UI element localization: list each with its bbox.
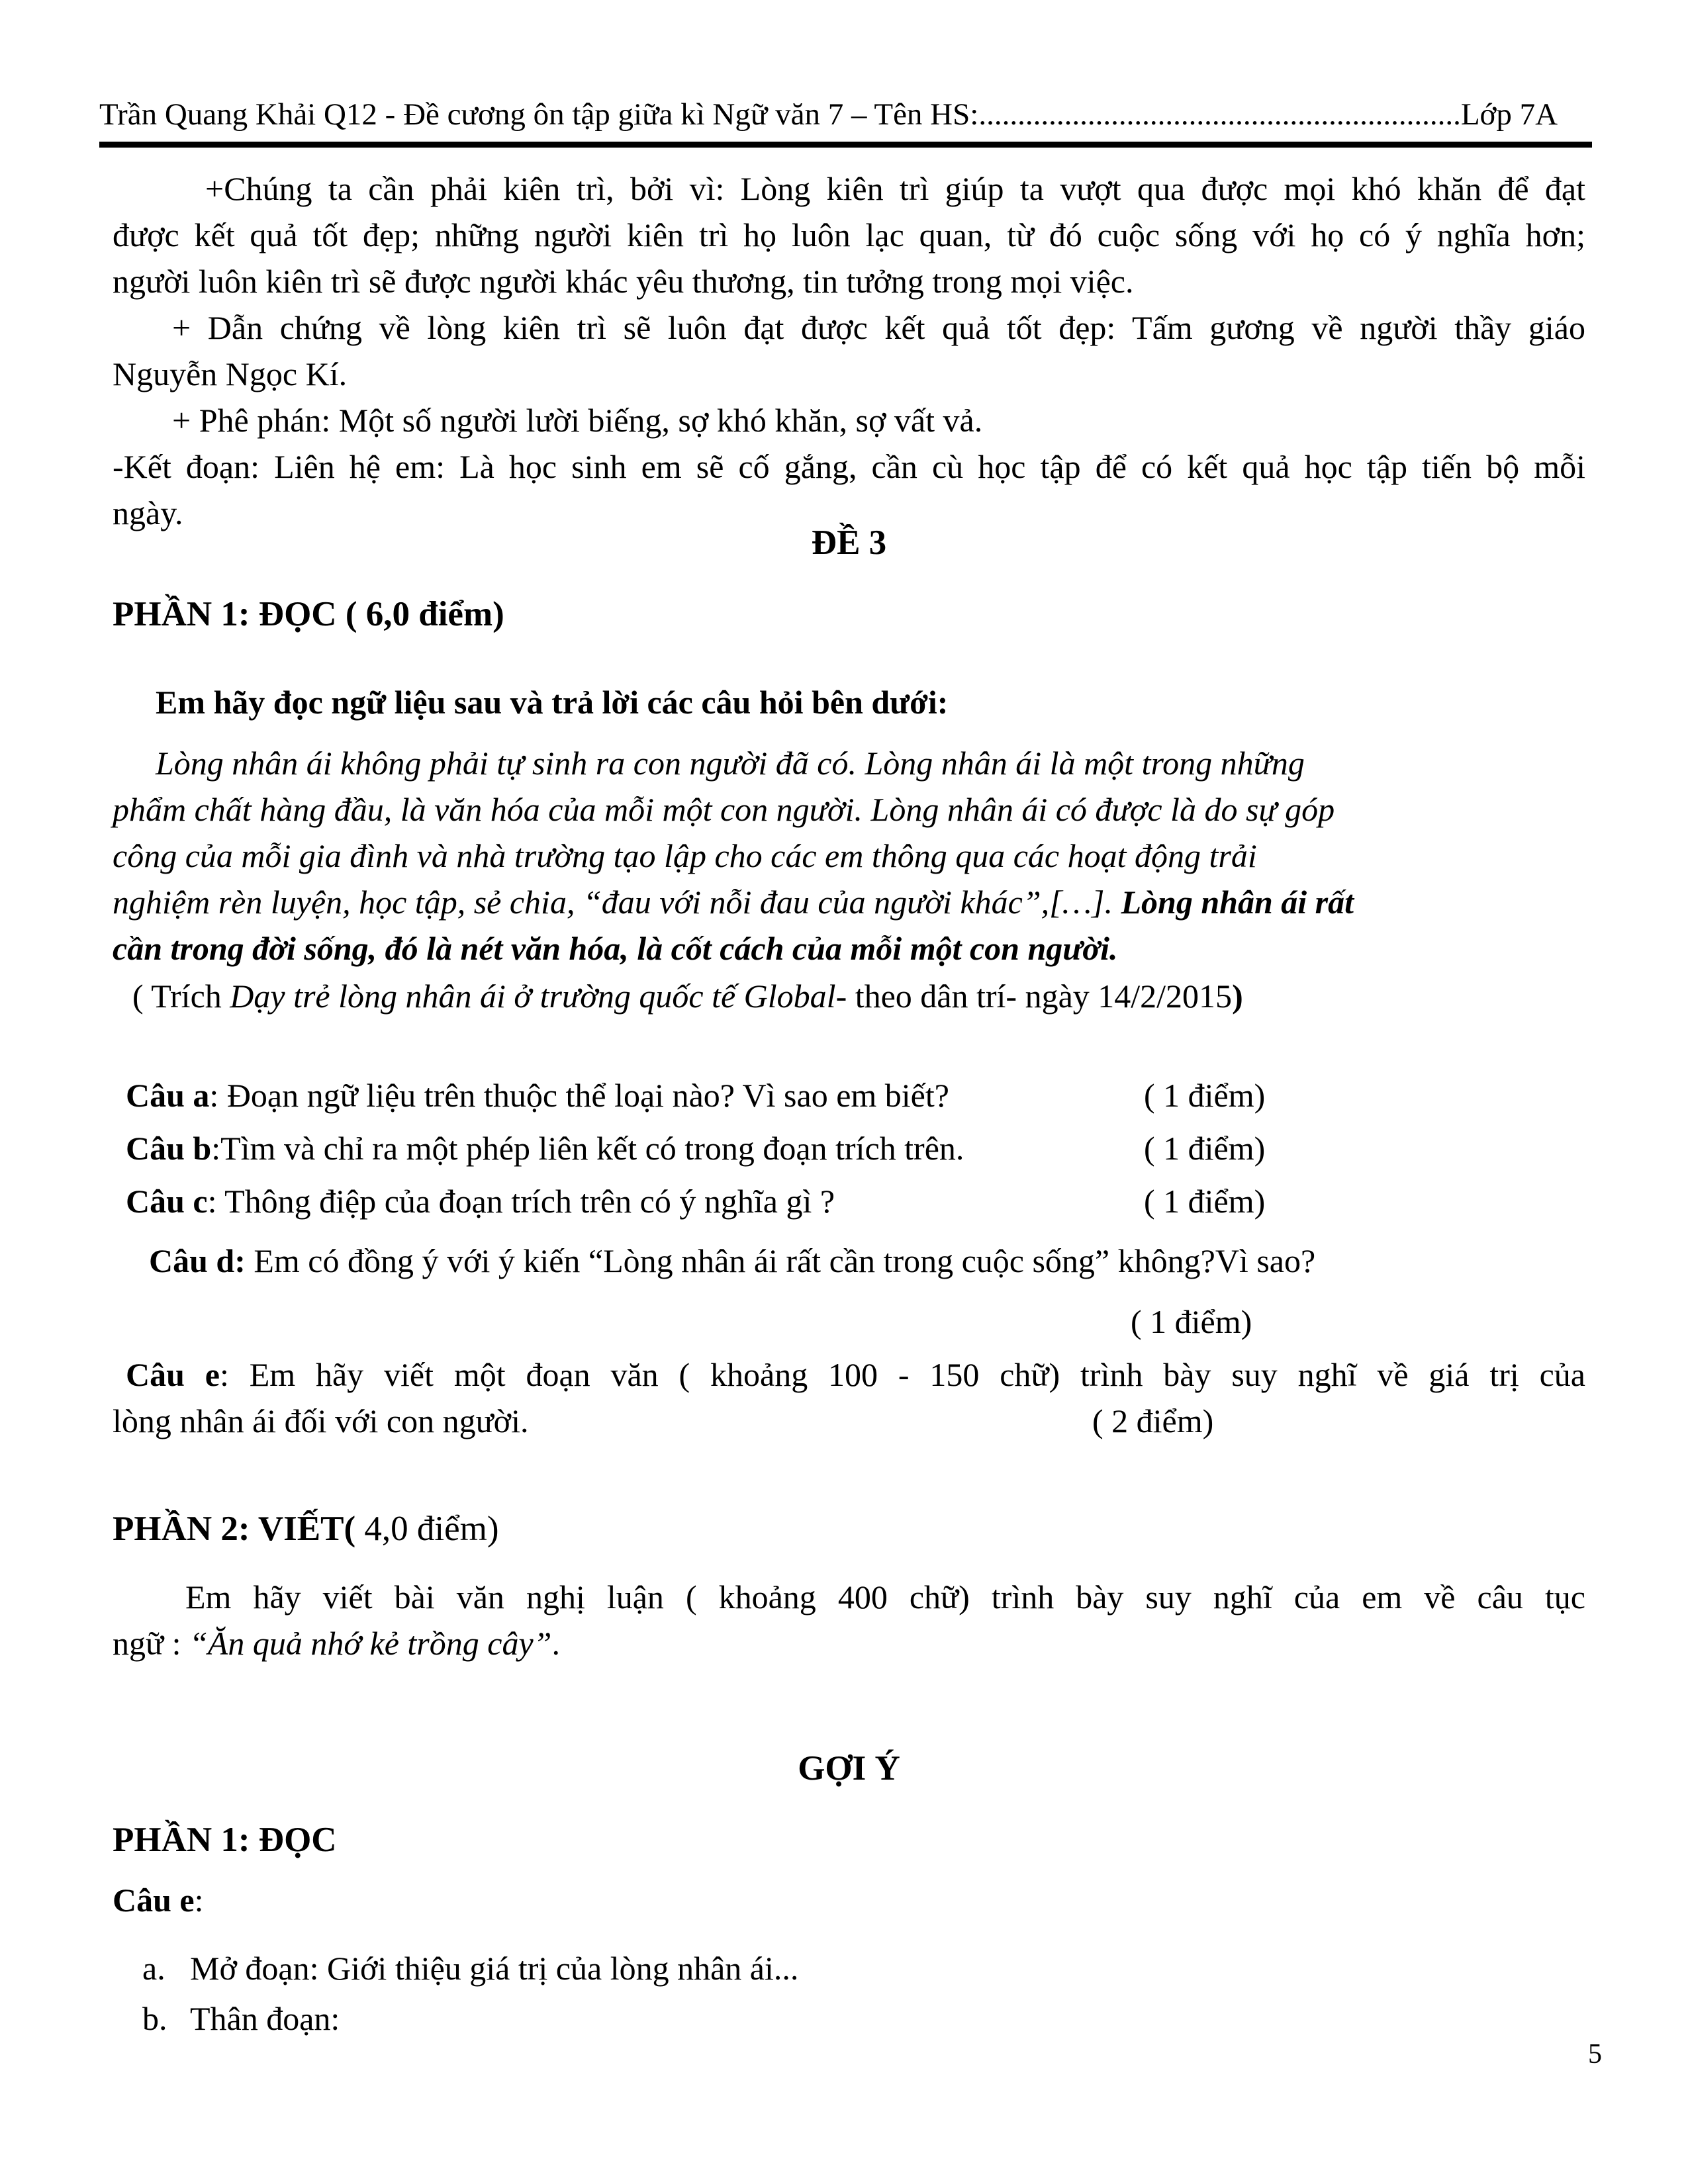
question-e-line-2 xyxy=(113,1398,1585,1444)
question-d-points-line xyxy=(113,1298,1585,1345)
question-b-text: :Tìm và chỉ ra một phép liên kết có trong đoạn trích trên. xyxy=(211,1130,964,1167)
source-publisher-date: - theo dân trí- ngày 14/2/2015 xyxy=(835,978,1233,1015)
part1-heading: PHẦN 1: ĐỌC ( 6,0 điểm) xyxy=(113,595,504,633)
question-c xyxy=(113,1178,1585,1224)
question-c-section xyxy=(113,1178,1585,1224)
question-d-points-section xyxy=(113,1298,1585,1345)
hints-item-b xyxy=(113,1993,1585,2044)
passage-line-2: phẩm chất hàng đầu, là văn hóa của mỗi một con người. Lòng nhân ái có được là do sự góp xyxy=(113,791,1335,828)
part2-heading-bold: PHẦN 2: VIẾT( xyxy=(113,1510,356,1548)
part2-heading-regular: 4,0 điểm) xyxy=(355,1510,499,1548)
question-e-text-1: : Em hãy viết một đoạn văn ( khoảng 100 - 150 chữ) trình bày suy nghĩ về giá trị của xyxy=(219,1356,1585,1393)
hints-item-b-marker: b. xyxy=(142,2000,167,2037)
hints-title-section xyxy=(113,1749,1585,1788)
writing-task-section xyxy=(113,1574,1585,1666)
hints-item-a-marker: a. xyxy=(142,1950,165,1987)
passage-line-5-emphasis: cần trong đời sống, đó là nét văn hóa, là cốt cách của mỗi một con người. xyxy=(113,930,1118,967)
question-a-section xyxy=(113,1072,1585,1118)
hints-question-e-colon: : xyxy=(194,1882,204,1919)
reading-passage-section xyxy=(113,740,1585,972)
passage-line-1: Lòng nhân ái không phải tự sinh ra con người đã có. Lòng nhân ái là một trong những xyxy=(156,745,1305,782)
passage-line-3: công của mỗi gia đình và nhà trường tạo lập cho các em thông qua các hoạt động trải xyxy=(113,837,1257,874)
hints-part1-section xyxy=(113,1820,1585,1860)
question-d-text: Em có đồng ý với ý kiến “Lòng nhân ái rất cần trong cuộc sống” không?Vì sao? xyxy=(245,1242,1316,1279)
question-b-points: ( 1 điểm) xyxy=(1144,1130,1266,1167)
question-c-label: Câu c xyxy=(126,1183,208,1220)
question-d-section xyxy=(113,1238,1585,1284)
question-e-line-1 xyxy=(113,1351,1585,1398)
outline-evidence-line-2: Nguyễn Ngọc Kí. xyxy=(113,355,348,392)
question-c-points: ( 1 điểm) xyxy=(1144,1183,1266,1220)
passage-line-4-regular: nghiệm rèn luyện, học tập, sẻ chia, “đau với nỗi đau của người khác”,[…]. xyxy=(113,884,1121,921)
header-dot-leader: .............................................................. xyxy=(978,97,1461,132)
hints-title: GỢI Ý xyxy=(798,1749,900,1788)
part1-heading-section xyxy=(113,594,1585,634)
question-d xyxy=(113,1238,1585,1284)
question-e-text-2: lòng nhân ái đối với con người. xyxy=(113,1402,529,1439)
hints-item-b-text: Thân đoạn: xyxy=(190,2000,340,2037)
writing-task-line-2 xyxy=(113,1620,1585,1666)
outline-persistence-line-1: +Chúng ta cần phải kiên trì, bởi vì: Lòng kiên trì giúp ta vượt qua được mọi khó khăn để đạt xyxy=(205,170,1585,207)
reading-instruction-section xyxy=(113,679,1585,725)
question-b xyxy=(113,1125,1585,1171)
passage-source xyxy=(113,973,1585,1019)
writing-task-line-1: Em hãy viết bài văn nghị luận ( khoảng 400 chữ) trình bày suy nghĩ của em về câu tục xyxy=(185,1578,1585,1615)
task-proverb-quote: “Ăn quả nhớ kẻ trồng cây” xyxy=(189,1625,552,1662)
page-number: 5 xyxy=(1588,2039,1602,2070)
page-header xyxy=(99,97,1592,148)
task-prefix: ngữ : xyxy=(113,1625,189,1662)
hints-list-section xyxy=(113,1943,1585,2044)
passage-source-section xyxy=(113,973,1585,1019)
outline-criticism-line: + Phê phán: Một số người lười biếng, sợ khó khăn, sợ vất vả. xyxy=(172,402,983,439)
reading-instruction: Em hãy đọc ngữ liệu sau và trả lời các câu hỏi bên dưới: xyxy=(156,684,949,721)
part2-heading-section xyxy=(113,1509,1585,1549)
review-outline-section xyxy=(113,165,1585,536)
hints-question-e-section xyxy=(113,1881,1585,1919)
outline-persistence-line-2: được kết quả tốt đẹp; những người kiên trì họ luôn lạc quan, từ đó cuộc sống với họ có ý nghĩa hơn; xyxy=(113,216,1585,253)
question-e-points: ( 2 điểm) xyxy=(1092,1402,1214,1439)
header-title: Trần Quang Khải Q12 - Đề cương ôn tập giữa kì Ngữ văn 7 – Tên HS: xyxy=(99,97,979,132)
header-class-label: Lớp 7A xyxy=(1460,97,1558,132)
passage-line-4 xyxy=(113,879,1585,925)
question-d-label: Câu d: xyxy=(149,1242,246,1279)
outline-conclusion-line-2: ngày. xyxy=(113,494,183,531)
question-b-section xyxy=(113,1125,1585,1171)
question-a-label: Câu a xyxy=(126,1077,210,1114)
question-a-text: : Đoạn ngữ liệu trên thuộc thể loại nào? Vì sao em biết? xyxy=(209,1077,949,1114)
question-a xyxy=(113,1072,1585,1118)
outline-persistence-line-3: người luôn kiên trì sẽ được người khác yêu thương, tin tưởng trong mọi việc. xyxy=(113,263,1134,300)
outline-conclusion-line-1: -Kết đoạn: Liên hệ em: Là học sinh em sẽ cố gắng, cần cù học tập để có kết quả học tập tiến bộ mỗi xyxy=(113,448,1585,485)
outline-evidence-line-1: + Dẫn chứng về lòng kiên trì sẽ luôn đạt được kết quả tốt đẹp: Tấm gương về người thầy giáo xyxy=(172,309,1585,346)
hints-item-a xyxy=(113,1943,1585,1993)
question-e-section xyxy=(113,1351,1585,1444)
source-work-title: Dạy trẻ lòng nhân ái ở trường quốc tế Global xyxy=(230,978,836,1015)
question-c-text: : Thông điệp của đoạn trích trên có ý nghĩa gì ? xyxy=(207,1183,835,1220)
question-b-label: Câu b xyxy=(126,1130,212,1167)
hints-item-a-text: Mở đoạn: Giới thiệu giá trị của lòng nhân ái... xyxy=(190,1950,799,1987)
question-a-points: ( 1 điểm) xyxy=(1144,1077,1266,1114)
task-suffix: . xyxy=(551,1625,560,1662)
passage-line-4-emphasis: Lòng nhân ái rất xyxy=(1121,884,1354,921)
exam-3-title: ĐỀ 3 xyxy=(811,523,887,562)
question-e-label: Câu e xyxy=(126,1356,220,1393)
question-d-points: ( 1 điểm) xyxy=(1131,1303,1252,1340)
hints-question-e-label: Câu e xyxy=(113,1882,195,1919)
hints-part1-heading: PHẦN 1: ĐỌC xyxy=(113,1821,337,1859)
source-open: ( Trích xyxy=(132,978,230,1015)
exam-3-title-section xyxy=(113,523,1585,563)
source-close: ) xyxy=(1232,978,1243,1015)
